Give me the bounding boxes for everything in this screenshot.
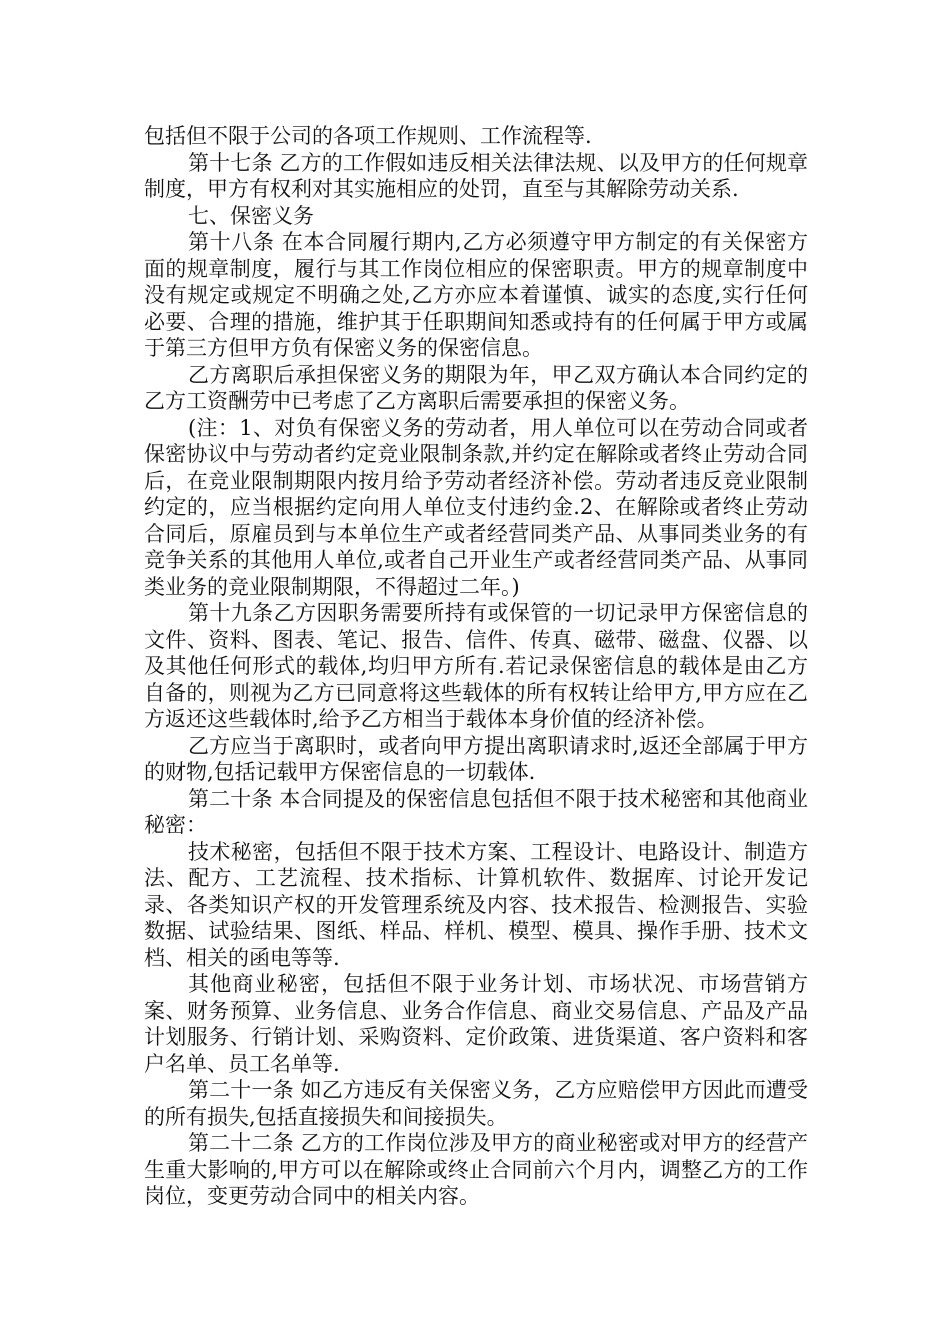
confidentiality-term-paragraph: 乙方离职后承担保密义务的期限为年，甲乙双方确认本合同约定的乙方工资酬劳中已考虑了乙方离职后需要承担的保密义务。: [144, 362, 808, 413]
article-18: 第十八条 在本合同履行期内,乙方必须遵守甲方制定的有关保密方面的规章制度，履行与其工作岗位相应的保密职责。甲方的规章制度中没有规定或规定不明确之处,乙方亦应本着谨慎、诚实的态度,实行任何必要、合理的措施，维护其于任职期间知悉或持有的任何属于甲方或属于第三方但甲方负有保密义务的保密信息。: [144, 230, 808, 360]
document-body: [144, 123, 808, 1210]
article-20: 第二十条 本合同提及的保密信息包括但不限于技术秘密和其他商业秘密：: [144, 786, 808, 837]
paragraph-continuation: 包括但不限于公司的各项工作规则、工作流程等.: [144, 124, 592, 148]
note-paragraph: (注：1、对负有保密义务的劳动者，用人单位可以在劳动合同或者保密协议中与劳动者约定竞业限制条款,并约定在解除或者终止劳动合同后，在竞业限制期限内按月给予劳动者经济补偿。劳动者违反竞业限制约定的，应当根据约定向用人单位支付违约金.2、在解除或者终止劳动合同后，原雇员到与本单位生产或者经营同类产品、从事同类业务的有竞争关系的其他用人单位,或者自己开业生产或者经营同类产品、从事同类业务的竞业限制期限，不得超过二年。): [144, 415, 808, 599]
section-heading-confidentiality: 七、保密义务: [188, 203, 314, 228]
technical-secrets-paragraph: 技术秘密，包括但不限于技术方案、工程设计、电路设计、制造方法、配方、工艺流程、技术指标、计算机软件、数据库、讨论开发记录、各类知识产权的开发管理系统及内容、技术报告、检测报告、实验数据、试验结果、图纸、样品、样机、模型、模具、操作手册、技术文档、相关的函电等等.: [144, 839, 808, 970]
article-17: 第十七条 乙方的工作假如违反相关法律法规、以及甲方的任何规章制度，甲方有权利对其实施相应的处罚，直至与其解除劳动关系.: [144, 150, 808, 201]
return-property-paragraph: 乙方应当于离职时，或者向甲方提出离职请求时,返还全部属于甲方的财物,包括记载甲方保密信息的一切载体.: [144, 733, 808, 784]
article-19: 第十九条乙方因职务需要所持有或保管的一切记录甲方保密信息的文件、资料、图表、笔记、报告、信件、传真、磁带、磁盘、仪器、以及其他任何形式的载体,均归甲方所有.若记录保密信息的载体是由乙方自备的，则视为乙方已同意将这些载体的所有权转让给甲方,甲方应在乙方返还这些载体时,给予乙方相当于载体本身价值的经济补偿。: [144, 601, 808, 731]
other-business-secrets-paragraph: 其他商业秘密，包括但不限于业务计划、市场状况、市场营销方案、财务预算、业务信息、业务合作信息、商业交易信息、产品及产品计划服务、行销计划、采购资料、定价政策、进货渠道、客户资料和客户名单、员工名单等.: [144, 972, 808, 1076]
article-22: 第二十二条 乙方的工作岗位涉及甲方的商业秘密或对甲方的经营产生重大影响的,甲方可以在解除或终止合同前六个月内，调整乙方的工作岗位，变更劳动合同中的相关内容。: [144, 1131, 808, 1208]
article-21: 第二十一条 如乙方违反有关保密义务，乙方应赔偿甲方因此而遭受的所有损失,包括直接损失和间接损失。: [144, 1078, 808, 1129]
